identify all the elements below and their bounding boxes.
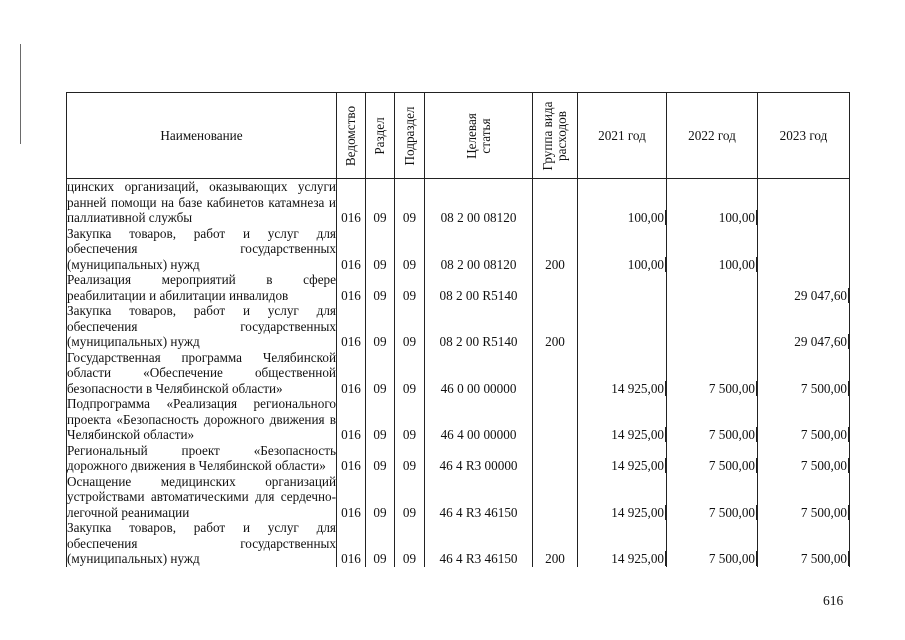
row-2022 [667,350,758,397]
row-2022-value: 7 500,00 [708,427,755,442]
row-target: 46 4 R3 00000 [425,443,533,474]
row-subsection: 09 [395,396,425,443]
row-2022-value: 100,00 [718,210,755,225]
row-2023 [758,350,850,397]
row-2022 [667,226,758,273]
row-2022 [667,443,758,474]
header-target: Целевая статья [425,93,533,179]
row-target: 08 2 00 08120 [425,226,533,273]
row-2023-value [848,257,849,272]
table-row [67,474,850,521]
budget-table [66,92,850,567]
row-subsection: 09 [395,520,425,567]
row-2022 [667,179,758,226]
row-section: 09 [366,226,395,273]
row-name: Реализация мероприятий в сфере реабилитации и абилитации инвалидов [67,272,336,303]
row-subsection: 09 [395,179,425,226]
row-2022-value: 7 500,00 [708,380,755,396]
row-2021-value: 100,00 [627,210,664,225]
row-2023 [758,179,850,226]
header-2023: 2023 год [758,93,850,179]
row-2023-value: 7 500,00 [800,458,847,473]
row-2022-value [756,288,757,303]
row-2022-value: 100,00 [718,256,755,272]
row-dept: 016 [337,350,366,397]
row-2023-value: 7 500,00 [800,551,847,566]
row-subsection: 09 [395,474,425,521]
row-2023-value: 29 047,60 [794,287,847,303]
header-expense-group: Группа вида расходов [533,93,578,179]
row-dept: 016 [337,303,366,350]
row-name: Закупка товаров, работ и услуг для обеспечения государственных (муниципальных) нужд [67,225,336,272]
row-2021 [578,303,667,350]
row-section: 09 [366,443,395,474]
row-expense-group [533,443,578,474]
row-2022-value [756,334,757,349]
row-2022-value: 7 500,00 [708,458,755,473]
row-2021 [578,179,667,226]
row-name: Подпрограмма «Реализация регионального проекта «Безопасность дорожного движения в Челябинской области» [67,396,336,442]
row-2021 [578,443,667,474]
row-name: цинских организаций, оказывающих услуги ранней помощи на базе кабинетов катамнеза и паллиативной службы [67,179,336,225]
row-dept: 016 [337,474,366,521]
row-target: 46 4 00 00000 [425,396,533,443]
row-dept: 016 [337,396,366,443]
table-row [67,226,850,273]
row-2023-value [848,210,849,225]
row-subsection: 09 [395,226,425,273]
table-row [67,520,850,567]
row-2021-value: 14 925,00 [611,380,664,396]
row-2022 [667,272,758,303]
row-section: 09 [366,303,395,350]
scan-margin-line [20,44,21,144]
row-2021 [578,272,667,303]
row-2021 [578,520,667,567]
header-2021: 2021 год [578,93,667,179]
row-2023 [758,303,850,350]
row-2023 [758,474,850,521]
row-subsection: 09 [395,272,425,303]
table-row [67,179,850,226]
row-2023 [758,396,850,443]
row-dept: 016 [337,520,366,567]
table-row [67,350,850,397]
header-2022: 2022 год [667,93,758,179]
row-2022 [667,520,758,567]
row-2022 [667,474,758,521]
table-row [67,303,850,350]
row-dept: 016 [337,179,366,226]
table-header [67,93,850,179]
row-section: 09 [366,179,395,226]
row-2023 [758,226,850,273]
row-2021-value: 14 925,00 [611,551,664,566]
row-expense-group: 200 [533,520,578,567]
row-2022-value: 7 500,00 [708,504,755,520]
row-section: 09 [366,396,395,443]
row-2021-value [665,288,666,303]
row-expense-group [533,350,578,397]
row-subsection: 09 [395,443,425,474]
row-2023 [758,443,850,474]
row-dept: 016 [337,443,366,474]
row-expense-group [533,396,578,443]
row-name: Государственная программа Челябинской области «Обеспечение общественной безопасности в Челябинской области» [67,349,336,396]
header-section: Раздел [366,93,395,179]
header-name: Наименование [67,93,337,179]
row-expense-group [533,474,578,521]
row-2023-value: 29 047,60 [794,334,847,349]
row-name: Закупка товаров, работ и услуг для обеспечения государственных (муниципальных) нужд [67,303,336,349]
table-row [67,272,850,303]
row-2021-value [665,334,666,349]
row-2023 [758,272,850,303]
row-section: 09 [366,520,395,567]
row-subsection: 09 [395,303,425,350]
row-2023-value: 7 500,00 [800,427,847,442]
row-2021 [578,396,667,443]
row-name: Закупка товаров, работ и услуг для обеспечения государственных (муниципальных) нужд [67,520,336,566]
row-expense-group [533,272,578,303]
table-row [67,443,850,474]
row-expense-group [533,179,578,226]
row-target: 46 0 00 00000 [425,350,533,397]
header-dept: Ведомство [337,93,366,179]
row-dept: 016 [337,272,366,303]
row-target: 46 4 R3 46150 [425,520,533,567]
row-target: 46 4 R3 46150 [425,474,533,521]
row-2021-value: 14 925,00 [611,427,664,442]
row-subsection: 09 [395,350,425,397]
row-section: 09 [366,350,395,397]
table-body [67,179,850,567]
row-2021-value: 100,00 [627,256,664,272]
row-2022 [667,303,758,350]
row-2023-value: 7 500,00 [800,504,847,520]
row-name: Оснащение медицинских организаций устройствами автоматическими для сердечно-легочной реанимации [67,473,336,520]
row-dept: 016 [337,226,366,273]
row-expense-group: 200 [533,303,578,350]
row-target: 08 2 00 R5140 [425,303,533,350]
row-2021 [578,350,667,397]
row-section: 09 [366,474,395,521]
row-2023 [758,520,850,567]
row-expense-group: 200 [533,226,578,273]
row-name: Региональный проект «Безопасность дорожного движения в Челябинской области» [67,442,336,473]
row-2022 [667,396,758,443]
row-target: 08 2 00 08120 [425,179,533,226]
row-2021 [578,474,667,521]
table-row [67,396,850,443]
row-2021 [578,226,667,273]
row-2022-value: 7 500,00 [708,551,755,566]
header-subsection: Подраздел [395,93,425,179]
page-number: 616 [823,593,844,608]
row-target: 08 2 00 R5140 [425,272,533,303]
row-section: 09 [366,272,395,303]
row-2021-value: 14 925,00 [611,458,664,473]
row-2021-value: 14 925,00 [611,504,664,520]
row-2023-value: 7 500,00 [800,380,847,396]
